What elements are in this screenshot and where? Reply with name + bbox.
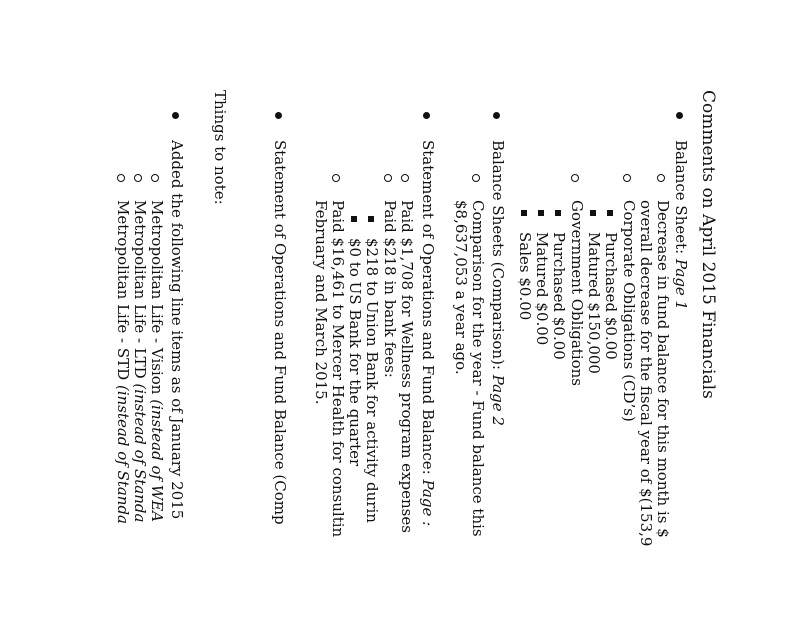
bullet-icon: [493, 112, 500, 119]
square-bullet-icon: [607, 210, 613, 216]
document-title: Comments on April 2015 Financials: [698, 90, 718, 399]
note-item: Metropolitan Life - STD (instead of Standa: [114, 200, 132, 524]
wellness-line: Paid $1,708 for Wellness program expenses: [398, 200, 416, 533]
mercer-line-2: February and March 2015.: [312, 200, 330, 405]
bullet-icon: [275, 112, 282, 119]
square-bullet-icon: [521, 210, 527, 216]
circle-bullet-icon: [623, 174, 631, 182]
circle-bullet-icon: [657, 174, 665, 182]
comparison-line-1: Comparison for the year - Fund balance this: [469, 200, 487, 537]
square-bullet-icon: [368, 216, 374, 222]
circle-bullet-icon: [134, 174, 142, 182]
circle-bullet-icon: [401, 174, 409, 182]
page-reference: Page 1: [672, 258, 690, 311]
page-reference: Page :: [419, 479, 437, 527]
circle-bullet-icon: [472, 174, 480, 182]
square-bullet-icon: [590, 210, 596, 216]
fund-decrease-line-1: Decrease in fund balance for this month is $: [654, 200, 672, 538]
bullet-icon: [172, 112, 179, 119]
fee-item: $0 to US Bank for the quarter: [346, 238, 364, 467]
gov-item: Sales $0.00: [516, 232, 534, 321]
mercer-line-1: Paid $16,461 to Mercer Health for consultin: [329, 200, 347, 538]
fee-item: $218 to Union Bank for activity durin: [363, 238, 381, 523]
things-to-note-heading: Things to note:: [211, 90, 229, 205]
square-bullet-icon: [538, 210, 544, 216]
comparison-heading: Balance Sheets (Comparison): Page 2: [489, 140, 507, 426]
circle-bullet-icon: [151, 174, 159, 182]
cd-item: Purchased $0.00: [602, 232, 620, 360]
operations-comparison-heading: Statement of Operations and Fund Balance (Comp: [271, 140, 289, 525]
bullet-icon: [676, 112, 683, 119]
things-to-note-intro: Added the following line items as of January 2015: [168, 140, 186, 520]
square-bullet-icon: [351, 216, 357, 222]
corporate-obligations-heading: Corporate Obligations (CD’s): [620, 200, 638, 422]
circle-bullet-icon: [384, 174, 392, 182]
comparison-line-2: $8,637,053 a year ago.: [452, 200, 470, 375]
page-reference: Page 2: [489, 374, 507, 426]
circle-bullet-icon: [332, 174, 340, 182]
circle-bullet-icon: [571, 174, 579, 182]
note-item: Metropolitan Life - Vision (instead of WEA: [148, 200, 166, 522]
government-obligations-heading: Government Obligations: [568, 200, 586, 387]
balance-sheet-heading: Balance Sheet: Page 1: [672, 140, 690, 311]
circle-bullet-icon: [117, 174, 125, 182]
bank-fees-line: Paid $218 in bank fees:: [381, 200, 399, 378]
bullet-icon: [423, 112, 430, 119]
cd-item: Matured $150,000: [585, 232, 603, 374]
note-item: Metropolitan Life - LTD (instead of Standa: [131, 200, 149, 523]
gov-item: Purchased $0.00: [550, 232, 568, 360]
square-bullet-icon: [555, 210, 561, 216]
gov-item: Matured $0.00: [533, 232, 551, 346]
operations-heading: Statement of Operations and Fund Balance: Page :: [419, 140, 437, 527]
fund-decrease-line-2: overall decrease for the fiscal year of $(153,9: [637, 200, 655, 547]
